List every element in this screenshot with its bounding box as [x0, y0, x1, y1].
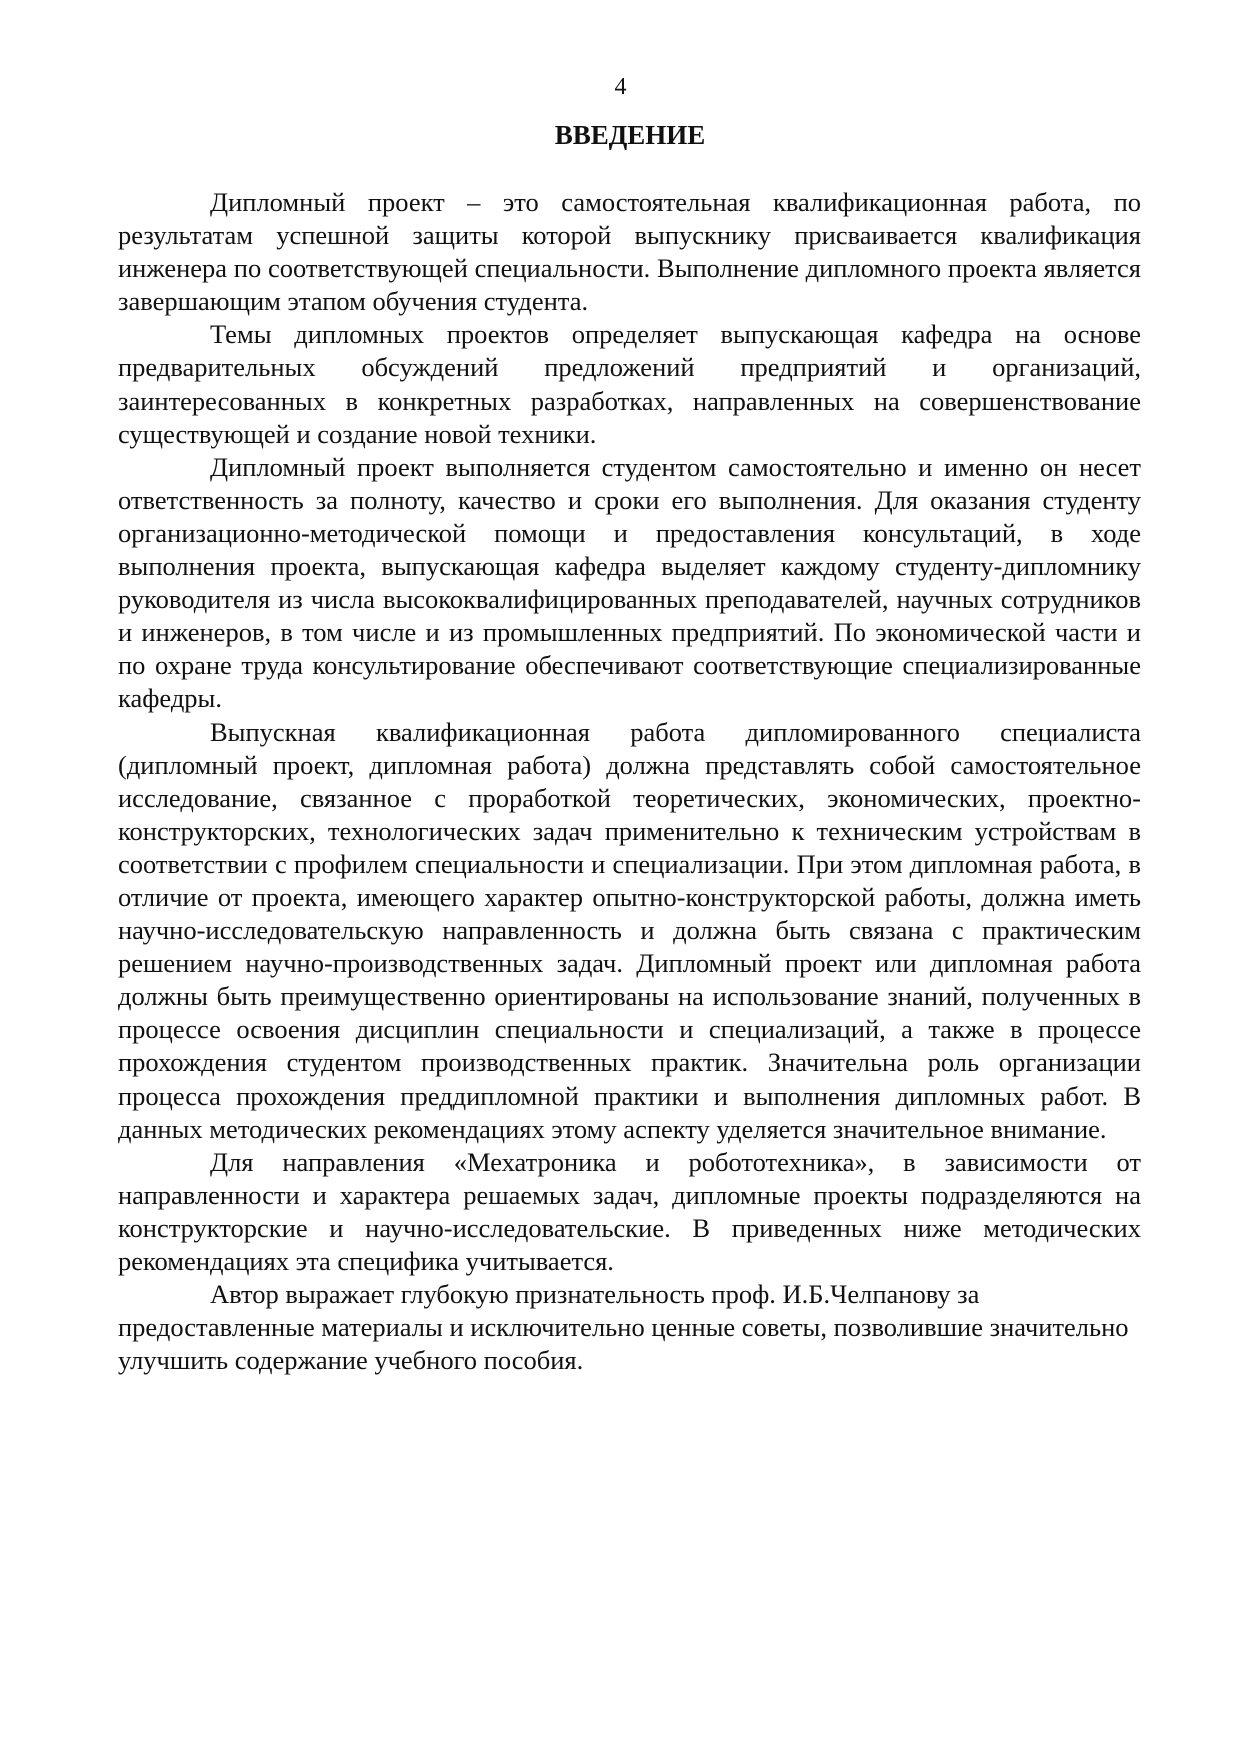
page-title: ВВЕДЕНИЕ	[554, 120, 706, 150]
body-text	[118, 186, 1141, 1377]
paragraph-5: Для направления «Мехатроника и робототехника», в зависимости от направленности и характера решаемых задач, дипломные проекты подразделяются на конструкторские и научно-исследовательские. В приведенных ниже методических рекомендациях эта специфика учитывается.	[118, 1146, 1141, 1276]
paragraph-6: Автор выражает глубокую признательность проф. И.Б.Челпанову за предоставленные материалы и исключительно ценные советы, позволившие значительно улучшить содержание учебного пособия.	[118, 1279, 1129, 1376]
paragraph-3: Дипломный проект выполняется студентом самостоятельно и именно он несет ответственность за полноту, качество и сроки его выполнения. Для оказания студенту организационно-методической помощи и предоставления консультаций, в ходе выполнения проекта, выпускающая кафедра выделяет каждому студенту-дипломнику руководителя из числа высококвалифицированных преподавателей, научных сотрудников и инженеров, в том числе и из промышленных предприятий. По экономической части и по охране труда консультирование обеспечивают соответствующие специализированные кафедры.	[118, 451, 1141, 714]
paragraph-2: Темы дипломных проектов определяет выпускающая кафедра на основе предварительных обсуждений предложений предприятий и организаций, заинтересованных в конкретных разработках, направленных на совершенствование существующей и создание новой техники.	[118, 319, 1141, 449]
paragraph-4: Выпускная квалификационная работа дипломированного специалиста (дипломный проект, дипломная работа) должна представлять собой самостоятельное исследование, связанное с проработкой теоретических, экономических, проектно-конструкторских, технологических задач применительно к техническим устройствам в соответствии с профилем специальности и специализации. При этом дипломная работа, в отличие от проекта, имеющего характер опытно-конструкторской работы, должна иметь научно-исследовательскую направленность и должна быть связана с практическим решением научно-производственных задач. Дипломный проект или дипломная работа должны быть преимущественно ориентированы на использование знаний, полученных в процессе освоения дисциплин специальности и специализаций, а также в процессе прохождения студентом производственных практик. Значительна роль организации процесса прохождения преддипломной практики и выполнения дипломных работ. В данных методических рекомендациях этому аспекту уделяется значительное внимание.	[118, 716, 1141, 1144]
page-number: 4	[614, 74, 627, 100]
paragraph-1: Дипломный проект – это самостоятельная квалификационная работа, по результатам успешной защиты которой выпускнику присваивается квалификация инженера по соответствующей специальности. Выполнение дипломного проекта является завершающим этапом обучения студента.	[118, 187, 1141, 317]
